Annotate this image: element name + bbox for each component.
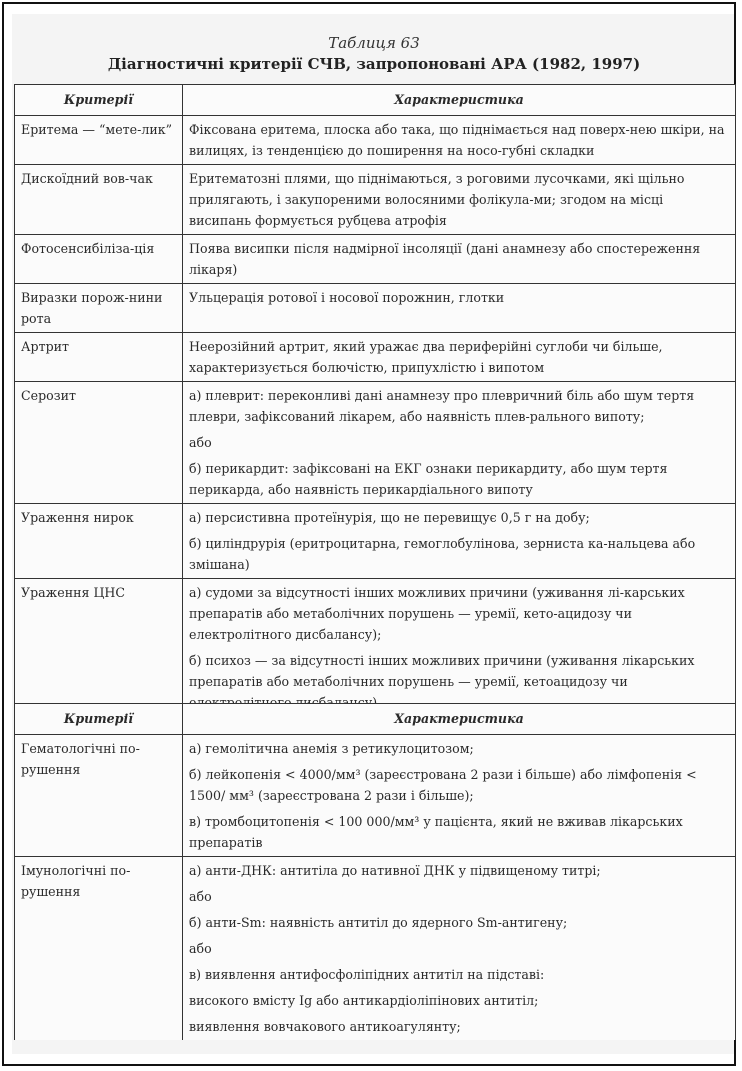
table-body-part-2: [15, 735, 736, 1041]
table-row: [15, 284, 736, 333]
characteristic-paragraph: а) персистивна протеїнурія, що не перевищує 0,5 г на добу;: [189, 510, 590, 525]
criterion-cell: Ураження нирок: [15, 504, 183, 579]
characteristic-cell: [183, 165, 736, 235]
characteristic-paragraph: б) перикардит: зафіксовані на ЕКГ ознаки перикардиту, або шум тертя перикарда, або наявність перикардіального випоту: [189, 461, 668, 497]
characteristic-cell: [183, 284, 736, 333]
characteristic-paragraph: Поява висипки після надмірної інсоляції (дані анамнезу або спостереження лікаря): [189, 241, 701, 277]
characteristic-cell: [183, 333, 736, 382]
characteristic-paragraph: а) судоми за відсутності інших можливих причини (уживання лі-карських препаратів або метаболічних порушень — уремії, кето-ацидозу чи електролітного дисбалансу);: [189, 585, 685, 642]
table-header-row: [15, 85, 736, 116]
table-row: [15, 333, 736, 382]
characteristic-paragraph: виявлення вовчакового антикоагулянту;: [189, 1019, 461, 1034]
criterion-cell: Гематологічні по-рушення: [15, 735, 183, 857]
criterion-cell: Еритема — “мете-лик”: [15, 116, 183, 165]
table-row: [15, 382, 736, 504]
characteristic-paragraph: а) анти-ДНК: антитіла до нативної ДНК у підвищеному титрі;: [189, 863, 601, 878]
characteristic-paragraph: б) анти-Sm: наявність антитіл до ядерного Sm-антигену;: [189, 915, 568, 930]
characteristic-cell: [183, 579, 736, 717]
table-row: [15, 504, 736, 579]
characteristic-paragraph: б) лейкопенія < 4000/мм³ (зареєстрована 2 рази і більше) або лімфопенія < 1500/ мм³ (зареєстрована 2 рази і більше);: [189, 767, 697, 803]
criterion-cell: Серозит: [15, 382, 183, 504]
table-row: [15, 165, 736, 235]
characteristic-paragraph: або: [189, 435, 212, 450]
criterion-cell: Імунологічні по-рушення: [15, 857, 183, 1041]
characteristic-paragraph: а) плеврит: переконливі дані анамнезу про плевричний біль або шум тертя плеври, зафіксований лікарем, або наявність плев-рального випоту;: [189, 388, 695, 424]
criteria-table-part-1: [14, 84, 736, 717]
characteristic-paragraph: б) циліндрурія (еритроцитарна, гемоглобулінова, зерниста ка-нальцева або змішана): [189, 536, 696, 572]
column-header-characteristics: Характеристика: [183, 85, 736, 116]
characteristic-paragraph: Фіксована еритема, плоска або така, що піднімається над поверх-нею шкіри, на вилицях, із тенденцією до поширення на носо-губні складки: [189, 122, 725, 158]
characteristic-paragraph: високого вмісту Ig або антикардіоліпінових антитіл;: [189, 993, 539, 1008]
characteristic-cell: [183, 735, 736, 857]
table-row: [15, 857, 736, 1041]
characteristic-cell: [183, 857, 736, 1041]
column-header-criteria: Критерії: [15, 85, 183, 116]
criterion-cell: Фотосенсибіліза-ція: [15, 235, 183, 284]
table-row: [15, 116, 736, 165]
characteristic-cell: [183, 235, 736, 284]
characteristic-paragraph: Еритематозні плями, що піднімаються, з роговими лусочками, які щільно прилягають, і закупореними волосяними фолікула-ми; згодом на місці висипань формується рубцева атрофія: [189, 171, 685, 228]
column-header-criteria: Критерії: [15, 704, 183, 735]
characteristic-paragraph: або: [189, 889, 212, 904]
characteristic-paragraph: а) гемолітична анемія з ретикулоцитозом;: [189, 741, 474, 756]
characteristic-paragraph: Неерозійний артрит, який уражає два периферійні суглоби чи більше, характеризується болючістю, припухлістю і випотом: [189, 339, 663, 375]
table-row: [15, 579, 736, 717]
criterion-cell: Артрит: [15, 333, 183, 382]
table-header-row: [15, 704, 736, 735]
criterion-cell: Дискоїдний вов-чак: [15, 165, 183, 235]
characteristic-cell: [183, 382, 736, 504]
table-title: Діагностичні критерії СЧВ, запропоновані АРА (1982, 1997): [107, 55, 641, 73]
characteristic-paragraph: Ульцерація ротової і носової порожнин, глотки: [189, 290, 505, 305]
column-header-characteristics: Характеристика: [183, 704, 736, 735]
characteristic-cell: [183, 116, 736, 165]
criteria-table-part-2: [14, 703, 736, 1040]
characteristic-paragraph: в) тромбоцитопенія < 100 000/мм³ у пацієнта, який не вживав лікарських препаратів: [189, 814, 683, 850]
characteristic-paragraph: б) психоз — за відсутності інших можливих причини (уживання лікарських препаратів або метаболічних порушень — уремії, кетоацидозу чи: [189, 653, 695, 689]
table-row: [15, 735, 736, 857]
characteristic-paragraph: в) виявлення антифосфоліпідних антитіл на підставі:: [189, 967, 545, 982]
criterion-cell: Виразки порож-нини рота: [15, 284, 183, 333]
characteristic-paragraph: або: [189, 941, 212, 956]
table-body-part-1: [15, 116, 736, 717]
criterion-cell: Ураження ЦНС: [15, 579, 183, 717]
table-number: Таблиця 63: [328, 34, 420, 52]
characteristic-cell: [183, 504, 736, 579]
table-row: [15, 235, 736, 284]
